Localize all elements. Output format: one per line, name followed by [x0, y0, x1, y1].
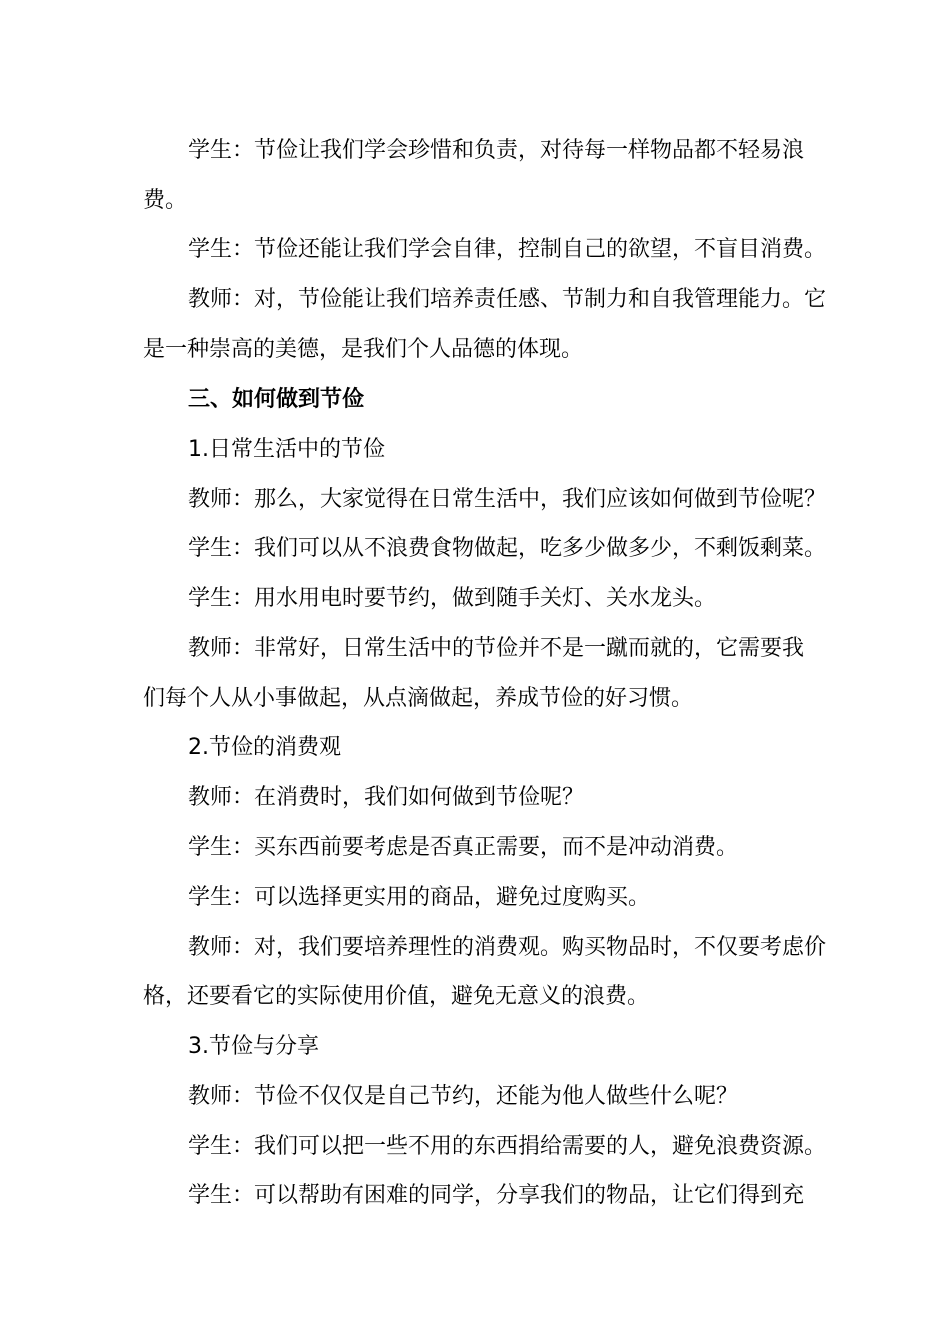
paragraph-line: 学生：买东西前要考虑是否真正需要，而不是冲动消费。: [188, 835, 739, 860]
paragraph-line: 是一种崇高的美德，是我们个人品德的体现。: [143, 337, 584, 362]
paragraph-line: 们每个人从小事做起，从点滴做起，养成节俭的好习惯。: [143, 686, 694, 711]
paragraph-line: 教师：在消费时，我们如何做到节俭呢？: [188, 785, 585, 810]
paragraph-line: 格，还要看它的实际使用价值，避免无意义的浪费。: [143, 984, 650, 1009]
paragraph-line: 教师：对，节俭能让我们培养责任感、节制力和自我管理能力。它: [188, 287, 827, 312]
paragraph-line: 学生：节俭还能让我们学会自律，控制自己的欲望，不盲目消费。: [188, 237, 827, 262]
paragraph-line: 教师：节俭不仅仅是自己节约，还能为他人做些什么呢？: [188, 1084, 739, 1109]
subsection-heading: 3.节俭与分享: [188, 1034, 319, 1059]
paragraph-line: 学生：我们可以把一些不用的东西捐给需要的人，避免浪费资源。: [188, 1134, 827, 1159]
paragraph-line: 教师：那么，大家觉得在日常生活中，我们应该如何做到节俭呢？: [188, 487, 827, 512]
paragraph-line: 学生：可以选择更实用的商品，避免过度购买。: [188, 885, 651, 910]
paragraph-line: 教师：非常好，日常生活中的节俭并不是一蹴而就的，它需要我: [188, 636, 805, 661]
paragraph-line: 学生：节俭让我们学会珍惜和负责，对待每一样物品都不轻易浪: [188, 138, 805, 163]
paragraph-line: 教师：对，我们要培养理性的消费观。购买物品时，不仅要考虑价: [188, 935, 827, 960]
paragraph-line: 学生：用水用电时要节约，做到随手关灯、关水龙头。: [188, 586, 717, 611]
paragraph-line: 学生：我们可以从不浪费食物做起，吃多少做多少，不剩饭剩菜。: [188, 536, 827, 561]
subsection-heading: 1.日常生活中的节俭: [188, 437, 385, 462]
section-heading: 三、如何做到节俭: [188, 387, 365, 412]
paragraph-line: 学生：可以帮助有困难的同学，分享我们的物品，让它们得到充: [188, 1183, 805, 1208]
paragraph-line: 费。: [143, 188, 188, 213]
subsection-heading: 2.节俭的消费观: [188, 735, 341, 760]
